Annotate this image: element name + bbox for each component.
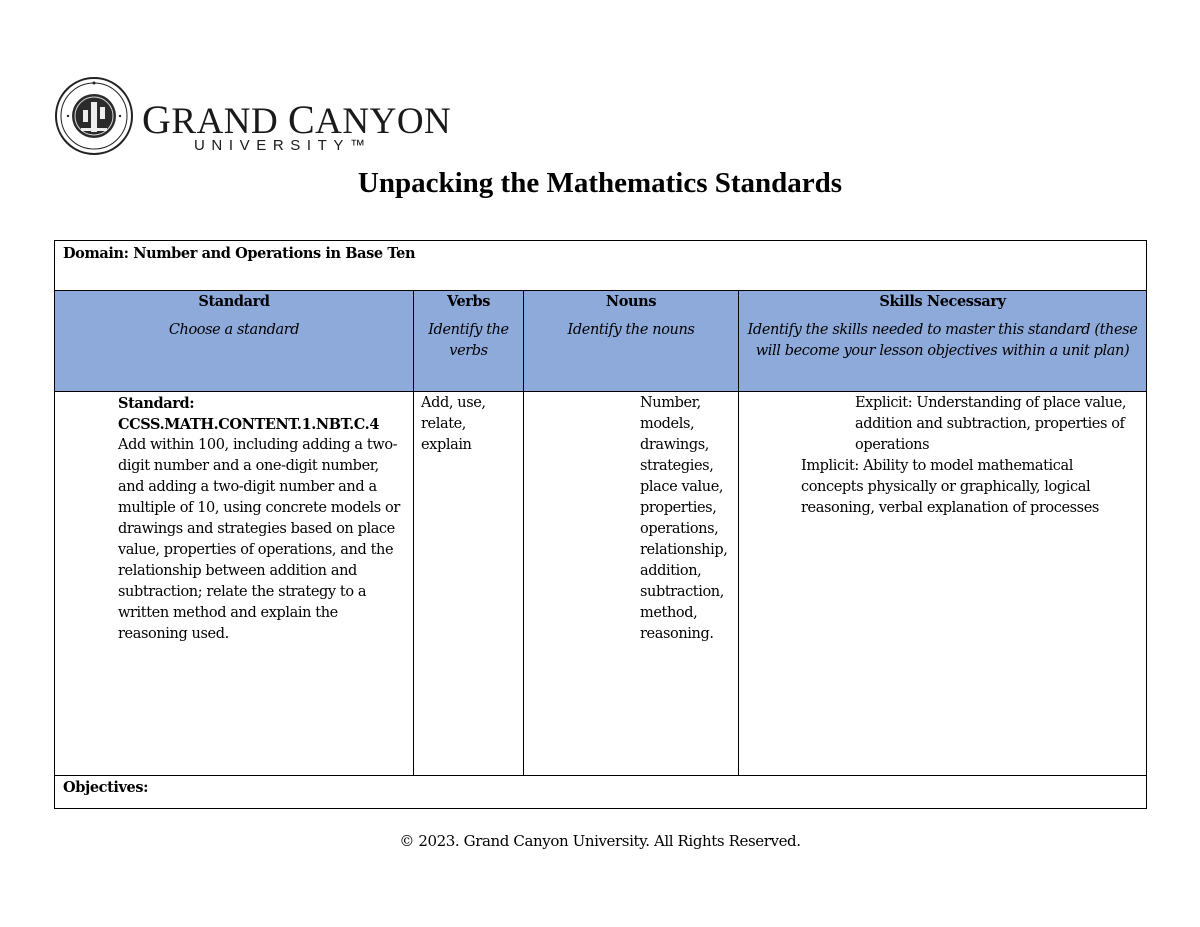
header-nouns xyxy=(524,291,739,392)
header-nouns-label: Nouns xyxy=(605,293,657,310)
copyright-footer: © 2023. Grand Canyon University. All Rights Reserved. xyxy=(399,832,801,850)
standard-text: Add within 100, including adding a two-digit number and a one-digit number, and adding a two-digit number and a multiple of 10, using concrete models or drawings and strategies based on place value, properties of operations, and the relationship between addition and subtraction; relate the strategy to a written method and explain the reasoning used. xyxy=(118,437,400,642)
skills-explicit: Explicit: Understanding of place value, addition and subtraction, properties of operations xyxy=(855,395,1127,453)
logo-subtitle: UNIVERSITY™ xyxy=(194,137,372,154)
standard-label: Standard: xyxy=(118,395,195,412)
header-standard-label: Standard xyxy=(198,293,270,310)
logo-wordmark: GRAND CANYON xyxy=(142,97,452,142)
standard-code: CCSS.MATH.CONTENT.1.NBT.C.4 xyxy=(118,416,380,433)
header-verbs xyxy=(414,291,524,392)
header-skills xyxy=(739,291,1147,392)
header-row xyxy=(55,291,1147,392)
header-standard-sub: Choose a standard xyxy=(168,322,300,338)
header-skills-label: Skills Necessary xyxy=(879,293,1006,310)
nouns-text: Number, models, drawings, strategies, place value, properties, operations, relationship, addition, subtraction, method, reasoning. xyxy=(640,395,728,642)
standards-table xyxy=(54,240,1147,809)
header-verbs-sub: Identify the verbs xyxy=(428,322,509,359)
verbs-cell: Add, use, relate, explain xyxy=(414,392,524,776)
header-standard xyxy=(55,291,414,392)
objectives-label: Objectives: xyxy=(55,776,1147,809)
header-skills-sub: Identify the skills needed to master this standard (these will become your lesson objectives within a unit plan) xyxy=(747,322,1138,359)
header-nouns-sub: Identify the nouns xyxy=(567,322,695,338)
standard-row xyxy=(55,392,1147,776)
standard-cell xyxy=(55,392,414,776)
nouns-cell xyxy=(524,392,739,776)
domain-label: Domain: Number and Operations in Base Ten xyxy=(55,241,1147,291)
university-seal-icon xyxy=(54,76,134,156)
skills-cell xyxy=(739,392,1147,776)
header-verbs-label: Verbs xyxy=(446,293,491,310)
university-logo xyxy=(54,74,452,158)
page-title: Unpacking the Mathematics Standards xyxy=(357,167,843,199)
skills-implicit: Implicit: Ability to model mathematical concepts physically or graphically, logical reasoning, verbal explanation of processes xyxy=(801,458,1099,516)
